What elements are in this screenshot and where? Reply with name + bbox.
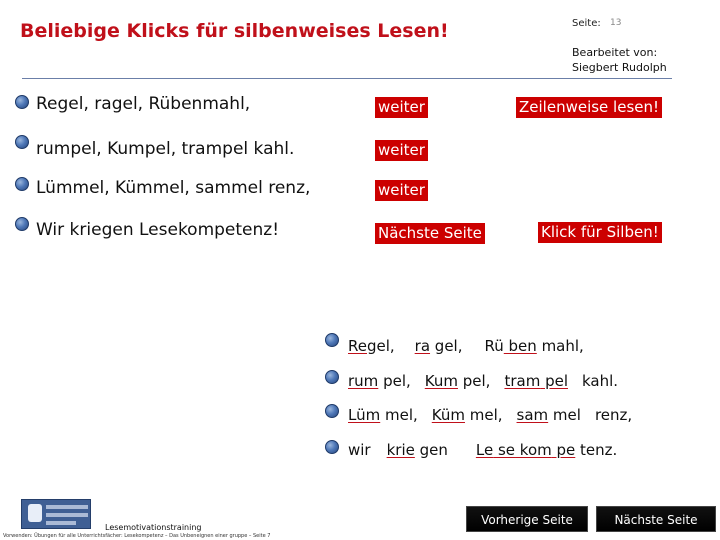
- text-line-4: Wir kriegen Lesekompetenz!: [36, 220, 280, 240]
- syllable: pel,: [457, 372, 491, 390]
- syllable: kom: [515, 441, 552, 459]
- syllable: krie: [386, 441, 415, 459]
- syllable: mel,: [380, 406, 418, 424]
- footer-small-print: Vorwenden: Übungen für alle Unterrichtsfächer: Lesekompetenz – Das Unbeneignen einer gruppe – Seite 7: [3, 533, 271, 539]
- bullet-icon: [15, 217, 29, 231]
- syllable-word: [517, 406, 581, 424]
- syllable-word: [387, 441, 448, 459]
- bullet-icon: [325, 440, 339, 454]
- syllable-word: [425, 372, 491, 390]
- header-divider: [22, 78, 672, 79]
- syllable-word: [348, 337, 395, 355]
- syllable: gel,: [430, 337, 463, 355]
- syllable: tenz.: [575, 441, 618, 459]
- bullet-icon: [325, 370, 339, 384]
- bullet-icon: [325, 333, 339, 347]
- bullet-icon: [15, 135, 29, 149]
- syllable: mel,: [464, 406, 503, 424]
- syllable: ben: [503, 337, 537, 355]
- syllable: mel: [548, 406, 581, 424]
- text-line-3: Lümmel, Kümmel, sammel renz,: [36, 178, 311, 198]
- logo-stripe: [46, 521, 76, 525]
- bullet-icon: [15, 95, 29, 109]
- syllable: gen: [414, 441, 448, 459]
- next-page-red-button[interactable]: Nächste Seite: [375, 223, 485, 244]
- weiter-button-3[interactable]: weiter: [375, 180, 428, 201]
- logo-stripe: [46, 513, 88, 517]
- syllable-word: [582, 372, 618, 390]
- page-title: Beliebige Klicks für silbenweises Lesen!: [20, 20, 449, 42]
- syllable: sam: [516, 406, 549, 424]
- next-page-button[interactable]: Nächste Seite: [596, 506, 716, 532]
- page-number: 13: [610, 18, 622, 28]
- syllable-word: [432, 406, 503, 424]
- syllable: pel,: [378, 372, 411, 390]
- edited-by-name: Siegbert Rudolph: [572, 61, 667, 74]
- syllable: Le: [475, 441, 494, 459]
- syllable: renz,: [594, 406, 633, 424]
- syllable-word: [504, 372, 568, 390]
- footer-title: Lesemotivationstraining: [105, 523, 202, 532]
- syllable: tram: [504, 372, 541, 390]
- syllable-word: [348, 372, 411, 390]
- text-line-2: rumpel, Kumpel, trampel kahl.: [36, 139, 295, 159]
- bullet-icon: [15, 177, 29, 191]
- syllable-line-3: [348, 406, 632, 424]
- line-by-line-button[interactable]: Zeilenweise lesen!: [516, 97, 662, 118]
- weiter-button-2[interactable]: weiter: [375, 140, 428, 161]
- syllable-word: [348, 406, 418, 424]
- previous-page-button[interactable]: Vorherige Seite: [466, 506, 588, 532]
- syllable: Kum: [424, 372, 458, 390]
- syllables-button[interactable]: Klick für Silben!: [538, 222, 662, 243]
- syllable: kahl.: [582, 372, 619, 390]
- syllable: pel: [540, 372, 568, 390]
- syllable: pe: [551, 441, 576, 459]
- syllable-word: [348, 441, 371, 459]
- syllable-word: [415, 337, 463, 355]
- syllable: Re: [348, 337, 367, 355]
- syllable: Rü: [484, 337, 504, 355]
- syllable-line-4: [348, 441, 617, 459]
- syllable-word: [476, 441, 617, 459]
- syllable-line-1: [348, 337, 584, 355]
- syllable: gel,: [366, 337, 395, 355]
- page-label: Seite:: [572, 18, 601, 29]
- syllable: rum: [348, 372, 379, 390]
- syllable-word: [485, 337, 584, 355]
- logo-stripe: [46, 505, 88, 509]
- syllable: ra: [414, 337, 431, 355]
- logo-badge-icon: [28, 504, 42, 522]
- syllable: Küm: [431, 406, 465, 424]
- syllable: mahl,: [536, 337, 584, 355]
- bullet-icon: [325, 404, 339, 418]
- syllable: wir: [348, 441, 371, 459]
- syllable: se: [493, 441, 516, 459]
- text-line-1: Regel, ragel, Rübenmahl,: [36, 94, 251, 114]
- edited-by-label: Bearbeitet von:: [572, 46, 658, 59]
- syllable-word: [595, 406, 632, 424]
- publisher-logo: [21, 499, 91, 529]
- syllable: Lüm: [348, 406, 381, 424]
- syllable-line-2: [348, 372, 618, 390]
- weiter-button-1[interactable]: weiter: [375, 97, 428, 118]
